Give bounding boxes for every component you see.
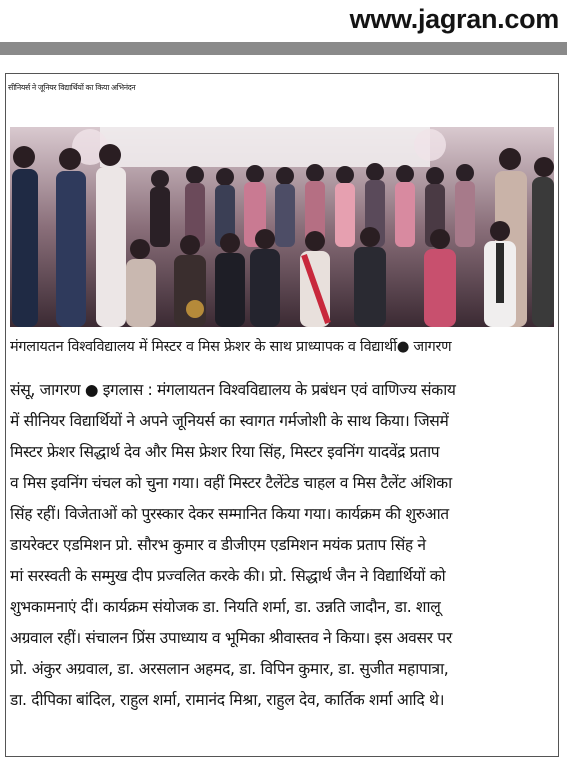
- body-line: सिंह रहीं। विजेताओं को पुरस्कार देकर सम्मानित किया गया। कार्यक्रम की शुरुआत: [10, 505, 449, 523]
- photo-caption: मंगलायतन विश्वविद्यालय में मिस्टर व मिस फ्रेशर के साथ प्राध्यापक व विद्यार्थी● जागरण: [10, 339, 452, 355]
- body-line: मां सरस्वती के सम्मुख दीप प्रज्वलित करके की। प्रो. सिद्धार्थ जैन ने विद्यार्थियों को: [10, 567, 446, 585]
- site-url: www.jagran.com: [349, 4, 559, 34]
- body-line: में सीनियर विद्यार्थियों ने अपने जूनियर्स का स्वागत गर्मजोशी के साथ किया। जिसमें: [10, 412, 449, 430]
- body-line: शुभकामनाएं दीं। कार्यक्रम संयोजक डा. नियति शर्मा, डा. उन्नति जादौन, डा. शालू: [10, 598, 441, 616]
- body-line: डायरेक्टर एडमिशन प्रो. सौरभ कुमार व डीजीएम एडमिशन मयंक प्रताप सिंह ने: [10, 536, 426, 554]
- body-line: अग्रवाल रहीं। संचालन प्रिंस उपाध्याय व भूमिका श्रीवास्तव ने किया। इस अवसर पर: [10, 629, 452, 647]
- article-headline: सीनियर्स ने जूनियर विद्यार्थियों का किया अभिनंदन: [8, 83, 136, 92]
- group-photo-illustration: [10, 127, 554, 327]
- body-line: प्रो. अंकुर अग्रवाल, डा. अरसलान अहमद, डा. विपिन कुमार, डा. सुजीत महापात्रा,: [10, 660, 449, 678]
- body-line: व मिस इवनिंग चंचल को चुना गया। वहीं मिस्टर टैलेंटेड चाहल व मिस टैलेंट अंशिका: [10, 474, 452, 492]
- group-photo: [10, 127, 554, 327]
- header-rule: [0, 42, 567, 55]
- body-line: संसू, जागरण ● इगलास : मंगलायतन विश्वविद्यालय के प्रबंधन एवं वाणिज्य संकाय: [10, 381, 456, 399]
- article-body: [10, 375, 556, 716]
- body-line: मिस्टर फ्रेशर सिद्धार्थ देव और मिस फ्रेशर रिया सिंह, मिस्टर इवनिंग यादवेंद्र प्रताप: [10, 443, 440, 461]
- body-line: डा. दीपिका बांदिल, राहुल शर्मा, रामानंद मिश्रा, राहुल देव, कार्तिक शर्मा आदि थे।: [10, 691, 445, 709]
